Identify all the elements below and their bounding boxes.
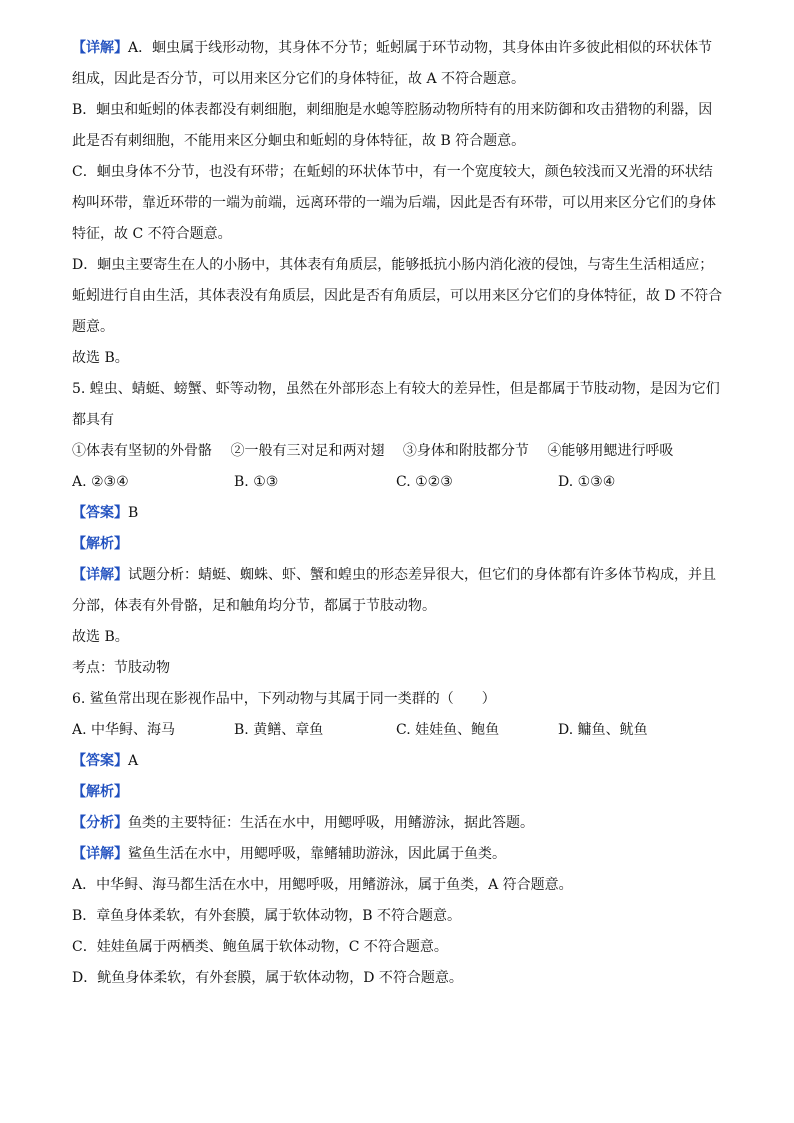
statement: ④能够用鳃进行呼吸 [547, 443, 674, 459]
statement: ①体表有坚韧的外骨骼 [72, 443, 212, 459]
line-text: 考点：节肢动物 [72, 660, 170, 676]
text-line [72, 157, 722, 188]
line-text: 故选 B。 [72, 350, 129, 366]
section-tag: 【答案】 [72, 505, 128, 521]
text-line [72, 64, 722, 95]
statement: ②一般有三对足和两对翅 [230, 443, 385, 459]
answer-line [72, 498, 722, 529]
text-line [72, 188, 722, 219]
line-text: D．蛔虫主要寄生在人的小肠中，其体表有角质层，能够抵抗小肠内消化液的侵蚀，与寄生生活相适应； [72, 257, 714, 273]
line-text: 6. 鲨鱼常出现在影视作品中，下列动物与其属于同一类群的（ ） [72, 691, 496, 707]
line-text: 试题分析：蜻蜓、蜘蛛、虾、蟹和蝗虫的形态差异很大，但它们的身体都有许多体节构成，并且 [128, 567, 716, 583]
analysis-heading [72, 529, 722, 560]
line-text: C．蛔虫身体不分节，也没有环带；在蚯蚓的环状体节中，有一个宽度较大，颜色较浅而又光滑的环状结 [72, 164, 713, 180]
text-line [72, 560, 722, 591]
option-c: C. ①②③ [396, 474, 453, 490]
line-text: 题意。 [72, 319, 114, 335]
text-line [72, 126, 722, 157]
text-line [72, 622, 722, 653]
text-line [72, 870, 722, 901]
document-content [72, 33, 722, 994]
line-text: 此是否有刺细胞，不能用来区分蛔虫和蚯蚓的身体特征，故 B 符合题意。 [72, 133, 526, 149]
text-line [72, 281, 722, 312]
option-d: D. ①③④ [558, 474, 616, 490]
option-b: B. 黄鳝、章鱼 [234, 722, 324, 738]
line-text: 特征，故 C 不符合题意。 [72, 226, 232, 242]
text-line [72, 591, 722, 622]
line-text: C．娃娃鱼属于两栖类、鲍鱼属于软体动物，C 不符合题意。 [72, 939, 448, 955]
line-text: 分部，体表有外骨骼，足和触角均分节，都属于节肢动物。 [72, 598, 436, 614]
question-5-stem-cont [72, 405, 722, 436]
section-tag: 【详解】 [72, 846, 128, 862]
line-text: B [128, 505, 139, 521]
section-tag: 【解析】 [72, 784, 128, 800]
question-5-options [72, 467, 722, 498]
question-5-stem [72, 374, 722, 405]
line-text: 组成，因此是否分节，可以用来区分它们的身体特征，故 A 不符合题意。 [72, 71, 526, 87]
section-tag: 【答案】 [72, 753, 128, 769]
line-text: 构叫环带，靠近环带的一端为前端，远离环带的一端为后端，因此是否有环带，可以用来区分它们的身体 [72, 195, 716, 211]
line-text: 故选 B。 [72, 629, 129, 645]
line-text: 鱼类的主要特征：生活在水中，用鳃呼吸，用鳍游泳，据此答题。 [128, 815, 534, 831]
line-text: 都具有 [72, 412, 114, 428]
line-text: D．鱿鱼身体柔软，有外套膜，属于软体动物，D 不符合题意。 [72, 970, 463, 986]
text-line [72, 839, 722, 870]
option-b: B. ①③ [234, 474, 279, 490]
section-tag: 【详解】 [72, 40, 128, 56]
line-text: A [128, 753, 139, 769]
text-line [72, 219, 722, 250]
section-tag: 【分析】 [72, 815, 128, 831]
section-tag: 【解析】 [72, 536, 128, 552]
text-line [72, 808, 722, 839]
question-6-stem [72, 684, 722, 715]
statement: ③身体和附肢都分节 [402, 443, 529, 459]
text-line [72, 33, 722, 64]
answer-line [72, 746, 722, 777]
analysis-heading [72, 777, 722, 808]
line-text: B．章鱼身体柔软，有外套膜，属于软体动物，B 不符合题意。 [72, 908, 462, 924]
line-text: 蚯蚓进行自由生活，其体表没有角质层，因此是否有角质层，可以用来区分它们的身体特征，故 D 不符合 [72, 288, 722, 304]
question-6-options [72, 715, 722, 746]
option-a: A. 中华鲟、海马 [72, 722, 176, 738]
text-line [72, 95, 722, 126]
line-text: 5. 蝗虫、蜻蜓、螃蟹、虾等动物，虽然在外部形态上有较大的差异性，但是都属于节肢动物，是因为它们 [72, 381, 720, 397]
line-text: 鲨鱼生活在水中，用鳃呼吸，靠鳍辅助游泳，因此属于鱼类。 [128, 846, 506, 862]
option-c: C. 娃娃鱼、鲍鱼 [396, 722, 500, 738]
line-text: A．蛔虫属于线形动物，其身体不分节；蚯蚓属于环节动物，其身体由许多彼此相似的环状体节 [128, 40, 713, 56]
text-line [72, 963, 722, 994]
text-line [72, 250, 722, 281]
option-a: A. ②③④ [72, 474, 129, 490]
text-line [72, 343, 722, 374]
text-line [72, 653, 722, 684]
option-d: D. 鳙鱼、鱿鱼 [558, 722, 648, 738]
text-line [72, 901, 722, 932]
line-text: B．蛔虫和蚯蚓的体表都没有刺细胞，刺细胞是水螅等腔肠动物所特有的用来防御和攻击猎物的利器，因 [72, 102, 713, 118]
question-5-statements [72, 436, 722, 467]
text-line [72, 932, 722, 963]
text-line [72, 312, 722, 343]
line-text: A．中华鲟、海马都生活在水中，用鳃呼吸，用鳍游泳，属于鱼类，A 符合题意。 [72, 877, 573, 893]
section-tag: 【详解】 [72, 567, 128, 583]
